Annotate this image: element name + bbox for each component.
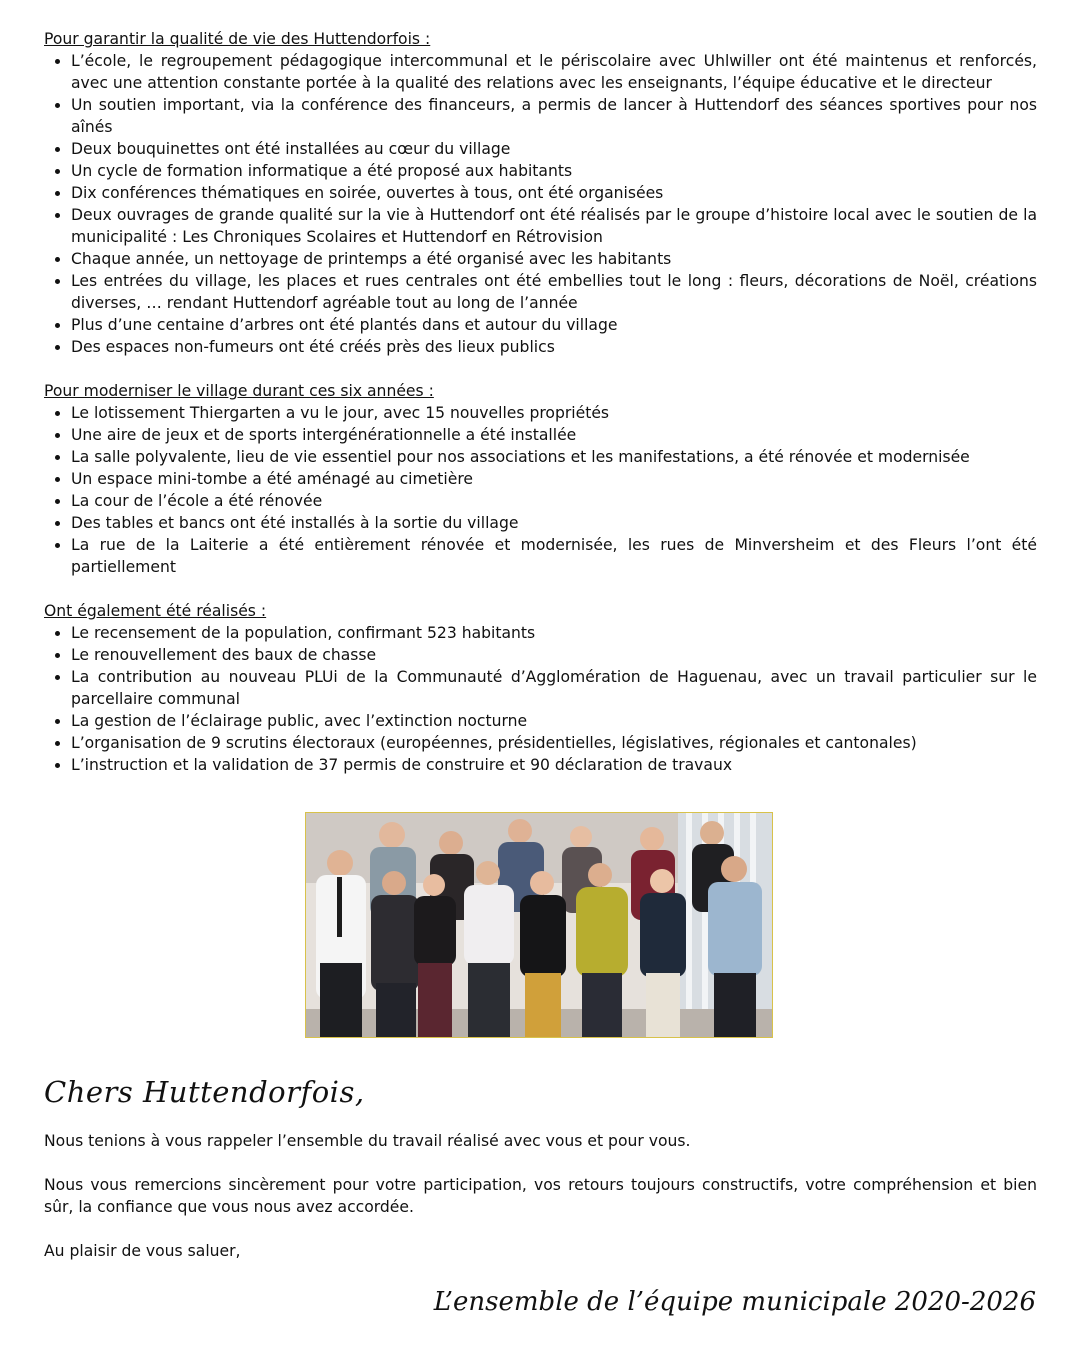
list-item: • La gestion de l’éclairage public, avec l’extinction nocturne xyxy=(71,710,1037,732)
spacer xyxy=(44,358,1037,380)
list-item: • L’école, le regroupement pédagogique intercommunal et le périscolaire avec Uhlwiller ont été maintenus et renforcés, avec une attention constante portée à la qualité des relations avec les enseignants, l’équipe éducative et le directeur xyxy=(71,50,1037,94)
letter-greeting: Chers Huttendorfois, xyxy=(44,1075,365,1109)
list-item: • La contribution au nouveau PLUi de la Communauté d’Agglomération de Haguenau, avec un travail particulier sur le parcellaire communal xyxy=(71,666,1037,710)
section-modernisation xyxy=(44,380,1037,578)
list-item: • Deux ouvrages de grande qualité sur la vie à Huttendorf ont été réalisés par le groupe d’histoire local avec le soutien de la municipalité : Les Chroniques Scolaires et Huttendorf en Rétrovision xyxy=(71,204,1037,248)
list-item: • Plus d’une centaine d’arbres ont été plantés dans et autour du village xyxy=(71,314,1037,336)
bullet-list xyxy=(44,402,1037,578)
team-photo xyxy=(305,812,773,1038)
list-item: • Une aire de jeux et de sports intergénérationnelle a été installée xyxy=(71,424,1037,446)
list-item: • Le lotissement Thiergarten a vu le jour, avec 15 nouvelles propriétés xyxy=(71,402,1037,424)
list-item: • Des tables et bancs ont été installés à la sortie du village xyxy=(71,512,1037,534)
list-item: • Chaque année, un nettoyage de printemps a été organisé avec les habitants xyxy=(71,248,1037,270)
list-item: • Le recensement de la population, confirmant 523 habitants xyxy=(71,622,1037,644)
bullet-list xyxy=(44,50,1037,358)
list-item: • La rue de la Laiterie a été entièrement rénovée et modernisée, les rues de Minversheim et des Fleurs l’ont été partiellement xyxy=(71,534,1037,578)
list-item: • La cour de l’école a été rénovée xyxy=(71,490,1037,512)
section-title: Pour garantir la qualité de vie des Huttendorfois : xyxy=(44,30,431,48)
bullet-list xyxy=(44,622,1037,776)
document-body xyxy=(44,28,1037,776)
letter-paragraph-thanks: Nous vous remercions sincèrement pour votre participation, vos retours toujours constructifs, votre compréhension et bien sûr, la confiance que vous nous avez accordée. xyxy=(44,1176,1037,1216)
list-item: • Dix conférences thématiques en soirée, ouvertes à tous, ont été organisées xyxy=(71,182,1037,204)
section-also-realised xyxy=(44,600,1037,776)
list-item: • Le renouvellement des baux de chasse xyxy=(71,644,1037,666)
section-quality-of-life xyxy=(44,28,1037,358)
section-title: Pour moderniser le village durant ces six années : xyxy=(44,382,434,400)
list-item: • Un espace mini-tombe a été aménagé au cimetière xyxy=(71,468,1037,490)
list-item: • Un soutien important, via la conférence des financeurs, a permis de lancer à Huttendorf des séances sportives pour nos aînés xyxy=(71,94,1037,138)
list-item: • Les entrées du village, les places et rues centrales ont été embellies tout le long : fleurs, décorations de Noël, créations diverses, … rendant Huttendorf agréable tout au long de l’année xyxy=(71,270,1037,314)
list-item: • Deux bouquinettes ont été installées au cœur du village xyxy=(71,138,1037,160)
letter-closing: Au plaisir de vous saluer, xyxy=(44,1242,241,1260)
list-item: • Un cycle de formation informatique a été proposé aux habitants xyxy=(71,160,1037,182)
section-title: Ont également été réalisés : xyxy=(44,602,267,620)
letter-signature: L’ensemble de l’équipe municipale 2020-2026 xyxy=(433,1287,1036,1317)
list-item: • L’organisation de 9 scrutins électoraux (européennes, présidentielles, législatives, régionales et cantonales) xyxy=(71,732,1037,754)
spacer xyxy=(44,578,1037,600)
list-item: • Des espaces non-fumeurs ont été créés près des lieux publics xyxy=(71,336,1037,358)
group-photo-icon xyxy=(306,813,772,1037)
list-item: • L’instruction et la validation de 37 permis de construire et 90 déclaration de travaux xyxy=(71,754,1037,776)
letter-paragraph-intro: Nous tenions à vous rappeler l’ensemble du travail réalisé avec vous et pour vous. xyxy=(44,1132,691,1150)
list-item: • La salle polyvalente, lieu de vie essentiel pour nos associations et les manifestations, a été rénovée et modernisée xyxy=(71,446,1037,468)
